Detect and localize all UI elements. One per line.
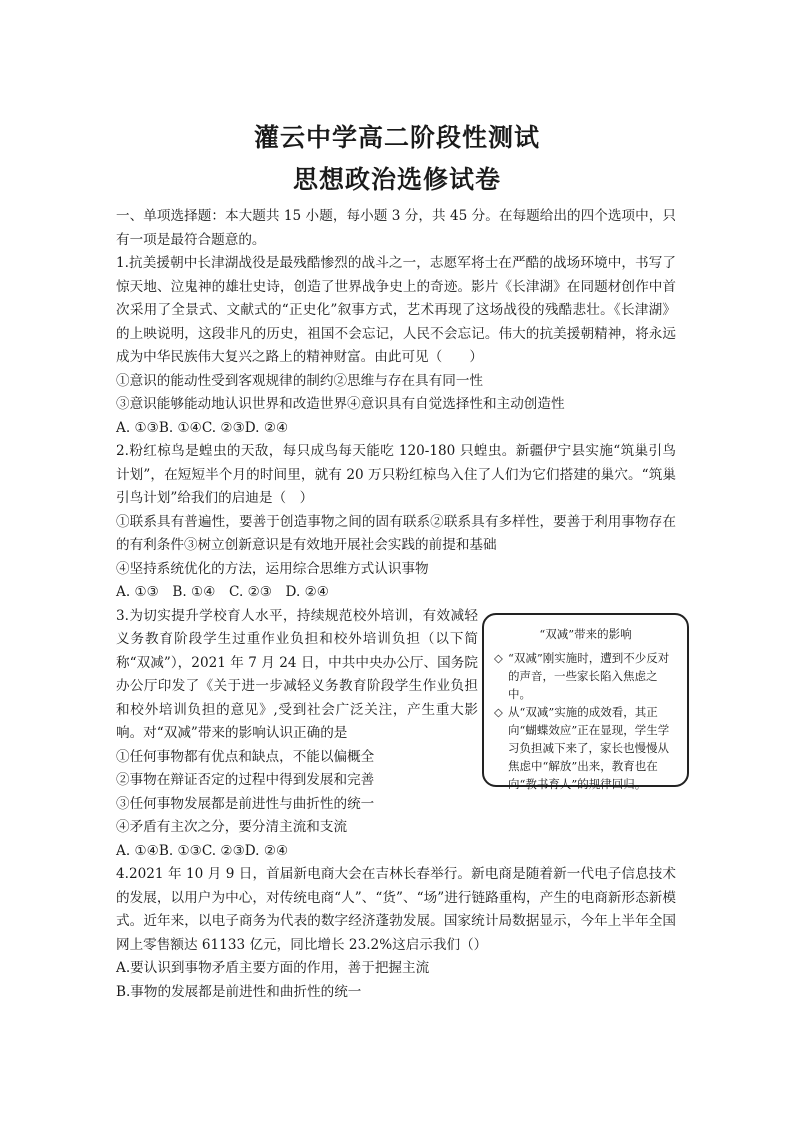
question-2-option-line: ④坚持系统优化的方法，运用综合思维方式认识事物 [116,560,429,577]
question-1-stem: 1.抗美援朝中长津湖战役是最残酷惨烈的战斗之一，志愿军将士在严酷的战场环境中，书写了惊天地、泣鬼神的雄壮史诗，创造了世界战争史上的奇迹。影片《长津湖》在同题材创作中首次采用了全景式、文献式的“正史化”叙事方式，艺术再现了这场战役的残酷悲壮。《长津湖》的上映说明，这段非凡的历史，祖国不会忘记，人民不会忘记。伟大的抗美援朝精神，将永远成为中华民族伟大复兴之路上的精神财富。由此可见（ ） [116,255,676,365]
section-instructions: 一、单项选择题：本大题共 15 小题，每小题 3 分，共 45 分。在每题给出的四个选项中，只有一项是最符合题意的。 [116,208,676,248]
question-2-choices: A. ①③ B. ①④ C. ②③ D. ②④ [116,584,329,600]
question-1-choices: A. ①③B. ①④C. ②③D. ②④ [116,419,289,436]
question-3-choices: A. ①④B. ①③C. ②③D. ②④ [116,842,289,859]
question-4-option-b: B.事物的发展都是前进性和曲折性的统一 [116,983,362,1000]
exam-subtitle: 思想政治选修试卷 [292,165,501,194]
diamond-bullet-icon: ◇ [494,650,503,665]
question-3-option: ②事物在辩证否定的过程中得到发展和完善 [116,772,375,788]
question-2-stem: 2.粉红椋鸟是蝗虫的天敌，每只成鸟每天能吃 120-180 只蝗虫。新疆伊宁县实施“筑巢引鸟计划”，在短短半个月的时间里，就有 20 万只粉红椋鸟入住了人们为它们搭建的巢穴。“筑巢引鸟计划”给我们的启迪是（ ） [116,443,676,506]
question-2-option-line: ①联系具有普遍性，要善于创造事物之间的固有联系②联系具有多样性，要善于利用事物存在的有利条件③树立创新意识是有效地开展社会实践的前提和基础 [116,513,676,553]
question-4-stem: 4.2021 年 10 月 9 日，首届新电商大会在吉林长春举行。新电商是随着新一代电子信息技术的发展，以用户为中心，对传统电商“人”、“货”、“场”进行链路重构，产生的电商新形态新模式。近年来，以电子商务为代表的数字经济蓬勃发展。国家统计局数据显示，今年上半年全国网上零售额达 61133 亿元，同比增长 23.2%这启示我们（） [116,866,676,953]
box-item-text: “双减”刚实施时，遭到不少反对的声音，一些家长陷入焦虑之中。 [508,650,670,701]
question-3-option: ①任何事物都有优点和缺点，不能以偏概全 [116,748,375,765]
box-title: “双减”带来的影响 [539,626,632,641]
question-1-option-line: ③意识能够能动地认识世界和改造世界④意识具有自觉选择性和主动创造性 [116,396,565,412]
question-3 [116,605,676,840]
exam-title: 灌云中学高二阶段性测试 [253,123,540,152]
box-item [494,649,677,703]
question-3-option: ③任何事物发展都是前进性与曲折性的统一 [116,795,375,812]
box-item [494,703,677,793]
question-3-option: ④矛盾有主次之分，要分清主流和支流 [116,819,348,835]
box-item-text: 从“双减”实施的成效看，其正向“蝴蝶效应”正在显现，学生学习负担减下来了，家长也慢慢从焦虑中“解放”出来，教育也在向“教书育人”的规律回归。 [508,704,670,791]
diamond-bullet-icon: ◇ [494,704,503,719]
question-3-stem: 3.为切实提升学校育人水平，持续规范校外培训，有效减轻义务教育阶段学生过重作业负担和校外培训负担（以下简称“双减”），2021 年 7 月 24 日，中共中央办公厅、国务院办公厅印发了《关于进一步减轻义务教育阶段学生作业负担和校外培训负担的意见》,受到社会广泛关注，产生重大影响。对“双减”带来的影响认识正确的是 [116,607,478,741]
question-4-option-a: A.要认识到事物矛盾主要方面的作用，善于把握主流 [116,960,430,976]
double-reduction-impact-box [482,613,689,791]
exam-body [116,205,676,1004]
question-1-option-line: ①意识的能动性受到客观规律的制约②思维与存在具有同一性 [116,372,484,389]
